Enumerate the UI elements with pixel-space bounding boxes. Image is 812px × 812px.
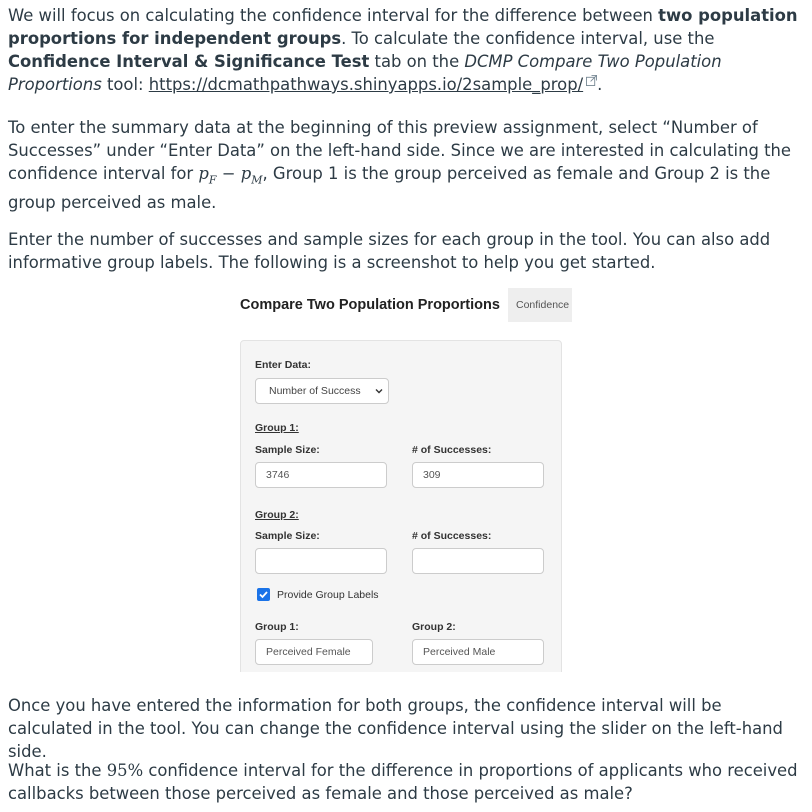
question-paragraph: What is the 95% confidence interval for the difference in proportions of applicants who received callbacks between those perceived as female and those perceived as male? [8, 761, 798, 803]
label-group1-caption: Group 1: [255, 621, 299, 633]
chevron-down-icon [375, 387, 383, 395]
intro-paragraph: We will focus on calculating the confidence interval for the difference between two population proportions for independent groups. To calculate the confidence interval, use the Confidence Interval & Significance Test tab on the DCMP Compare Two Population Proportions tool: https://dcmathpathways.shinyapps.io/2sample_prop/ . [8, 6, 798, 94]
group2-sample-size-label: Sample Size: [255, 530, 320, 542]
provide-group-labels-checkbox[interactable] [257, 588, 270, 601]
label-group2-caption: Group 2: [412, 621, 456, 633]
group2-heading: Group 2: [255, 509, 299, 521]
enter-data-paragraph: To enter the summary data at the beginning of this preview assignment, select “Number of Successes” under “Enter Data” on the left-hand side. Since we are interested in calculating the confidence interval for $p_F - p_M$, Group 1 is the group perceived as female and Group 2 is the group perceived as male. [8, 118, 791, 213]
enter-data-select[interactable]: Number of Success [255, 378, 389, 404]
confidence-level: 95% [106, 761, 144, 780]
once-paragraph: Once you have entered the information for both groups, the confidence interval will be calculated in the tool. You can change the confidence interval using the slider on the left-hand side. [8, 696, 783, 761]
tool-screenshot [236, 288, 572, 672]
provide-group-labels-label: Provide Group Labels [277, 589, 379, 601]
group1-successes-input[interactable]: 309 [412, 462, 544, 488]
pf-minus-pm-math: $p_F - p_M$ [198, 164, 263, 187]
group2-label-input[interactable]: Perceived Male [412, 639, 544, 665]
group1-sample-size-input[interactable]: 3746 [255, 462, 387, 488]
group1-label-input[interactable]: Perceived Female [255, 639, 373, 665]
checkmark-icon [258, 589, 269, 600]
tool-link[interactable]: https://dcmathpathways.shinyapps.io/2sample_prop/ [148, 75, 584, 94]
group1-heading: Group 1: [255, 422, 299, 434]
enter-data-panel [240, 340, 562, 672]
group2-successes-input[interactable] [412, 548, 544, 574]
tab-confidence[interactable]: Confidence [508, 288, 572, 322]
enter-data-label: Enter Data: [255, 359, 312, 371]
instructions-paragraph: Enter the number of successes and sample sizes for each group in the tool. You can also add informative group labels. The following is a screenshot to help you get started. [8, 230, 771, 272]
tool-title: Compare Two Population Proportions [240, 297, 500, 313]
group1-sample-size-label: Sample Size: [255, 444, 320, 456]
group2-sample-size-input[interactable] [255, 548, 387, 574]
group1-successes-label: # of Successes: [412, 444, 492, 456]
external-link-icon [586, 75, 597, 86]
group2-successes-label: # of Successes: [412, 530, 492, 542]
